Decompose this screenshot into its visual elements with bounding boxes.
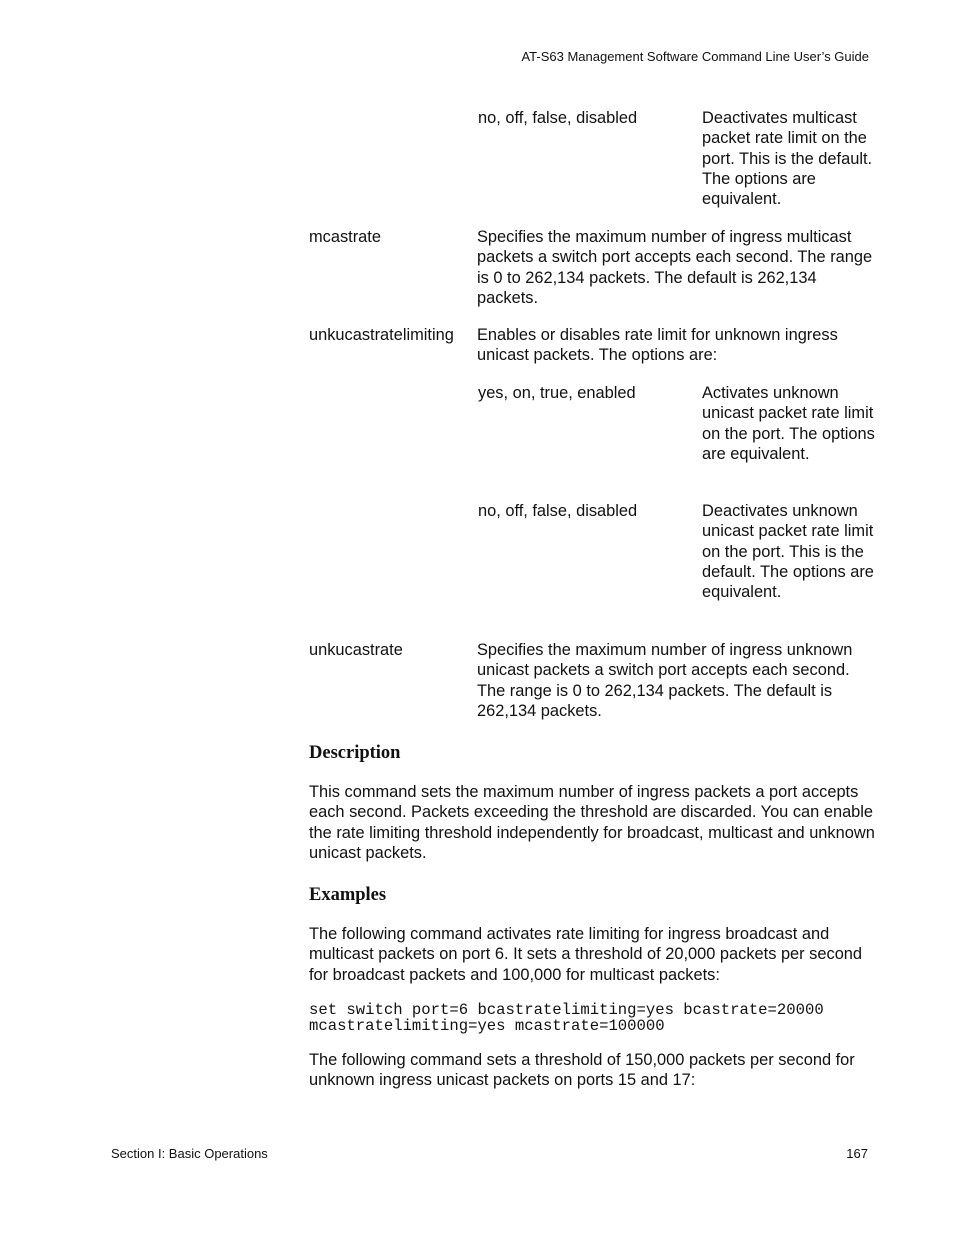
param-name-unkucastratelimiting: unkucastratelimiting	[309, 326, 454, 344]
option-description: Activates unknown unicast packet rate limit on the port. The options are equivalent.	[702, 384, 875, 463]
code-line: mcastratelimiting=yes mcastrate=100000	[309, 1016, 665, 1035]
param-description-unkucastratelimiting: Enables or disables rate limit for unknown ingress unicast packets. The options are:	[477, 326, 838, 365]
description-paragraph: This command sets the maximum number of ingress packets a port accepts each second. Packets exceeding the threshold are discarded. You can enable the rate limiting threshold independently for broadcast, multicast and unknown unicast packets.	[309, 783, 875, 862]
option-value: yes, on, true, enabled	[478, 384, 636, 402]
option-description: Deactivates multicast packet rate limit on the port. This is the default. The options are equivalent.	[702, 109, 873, 209]
page-number: 167	[846, 1146, 868, 1161]
footer-section: Section I: Basic Operations	[111, 1146, 268, 1161]
param-description-unkucastrate: Specifies the maximum number of ingress unknown unicast packets a switch port accepts each second. The range is 0 to 262,134 packets. The default is 262,134 packets.	[477, 641, 853, 720]
param-name-mcastrate: mcastrate	[309, 228, 381, 246]
example-paragraph: The following command sets a threshold of 150,000 packets per second for unknown ingress unicast packets on ports 15 and 17:	[309, 1051, 855, 1090]
option-description: Deactivates unknown unicast packet rate limit on the port. This is the default. The options are equivalent.	[702, 502, 874, 602]
param-description-mcastrate: Specifies the maximum number of ingress multicast packets a switch port accepts each second. The range is 0 to 262,134 packets. The default is 262,134 packets.	[477, 228, 873, 307]
option-value: no, off, false, disabled	[478, 109, 638, 127]
section-heading-examples: Examples	[309, 885, 387, 905]
code-example	[309, 1003, 824, 1034]
page-header: AT-S63 Management Software Command Line User’s Guide	[521, 49, 869, 64]
option-value: no, off, false, disabled	[478, 502, 638, 520]
example-paragraph: The following command activates rate limiting for ingress broadcast and multicast packets on port 6. It sets a threshold of 20,000 packets per second for broadcast packets and 100,000 for multicast packets:	[309, 925, 863, 984]
section-heading-description: Description	[309, 743, 401, 763]
code-line: set switch port=6 bcastratelimiting=yes bcastrate=20000	[309, 1001, 824, 1019]
param-name-unkucastrate: unkucastrate	[309, 641, 403, 659]
